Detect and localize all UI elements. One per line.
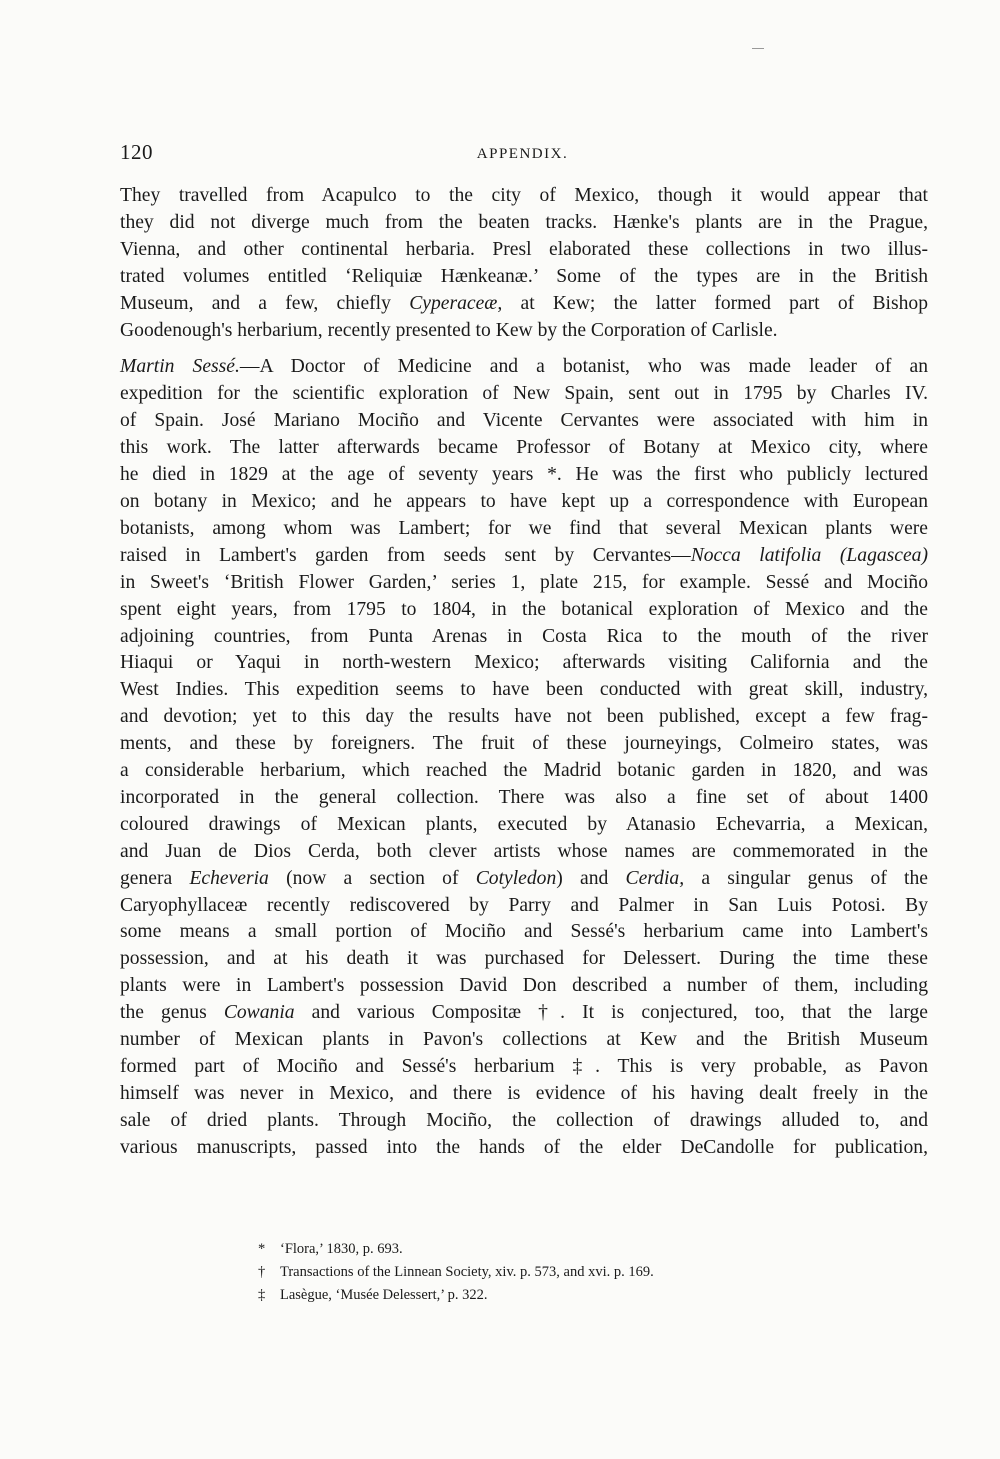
text-line: a considerable herbarium, which reached the Madrid botanic garden in 1820, and was — [120, 760, 928, 782]
footnote-mark: † — [258, 1264, 266, 1280]
text-line: on botany in Mexico; and he appears to have kept up a correspondence with European — [120, 490, 928, 512]
text-line: Museum, and a few, chiefly Cyperaceæ, at Kew; the latter formed part of Bishop — [120, 292, 928, 314]
text-line: Vienna, and other continental herbaria. Presl elaborated these collections in two illus- — [120, 238, 928, 260]
footnote-2 — [258, 1261, 818, 1284]
text-line: genera Echeveria (now a section of Cotyledon) and Cerdia, a singular genus of the — [120, 867, 928, 889]
text-line: Caryophyllaceæ recently rediscovered by Parry and Palmer in San Luis Potosi. By — [120, 894, 928, 916]
running-head: APPENDIX. — [476, 146, 569, 162]
text-line: some means a small portion of Mociño and Sessé's herbarium came into Lambert's — [120, 921, 928, 943]
footnote-mark: ‡ — [258, 1287, 266, 1303]
text-line: raised in Lambert's garden from seeds sent by Cervantes—Nocca latifolia (Lagascea) — [120, 544, 928, 566]
text-line: the genus Cowania and various Compositæ †. It is conjectured, too, that the large — [120, 1002, 928, 1024]
text-line: formed part of Mociño and Sessé's herbarium ‡. This is very probable, as Pavon — [120, 1056, 928, 1077]
text-line: of Spain. José Mariano Mociño and Vicente Cervantes were associated with him in — [120, 410, 928, 432]
text-line: West Indies. This expedition seems to have been conducted with great skill, industry, — [120, 679, 928, 701]
text-line: various manuscripts, passed into the hands of the elder DeCandolle for publication, — [120, 1136, 928, 1158]
footnote-mark: * — [258, 1241, 266, 1257]
footnote-text: Lasègue, ‘Musée Delessert,’ p. 322. — [280, 1287, 488, 1303]
footnotes — [258, 1238, 818, 1307]
paragraph-sesse — [120, 354, 928, 1161]
text-line: Hiaqui or Yaqui in north-western Mexico; afterwards visiting California and the — [120, 652, 928, 674]
text-line: expedition for the scientific exploration of New Spain, sent out in 1795 by Charles IV. — [120, 383, 928, 405]
text-line: himself was never in Mexico, and there is evidence of his having dealt freely in the — [120, 1082, 928, 1104]
text-line: this work. The latter afterwards became Professor of Botany at Mexico city, where — [120, 437, 928, 459]
stray-mark — [752, 48, 764, 49]
text-line: trated volumes entitled ‘Reliquiæ Hænkeanæ.’ Some of the types are in the British — [120, 265, 928, 287]
text-line: and Juan de Dios Cerda, both clever artists whose names are commemorated in the — [120, 840, 928, 862]
text-line: incorporated in the general collection. There was also a fine set of about 1400 — [120, 786, 928, 808]
text-line: spent eight years, from 1795 to 1804, in the botanical exploration of Mexico and the — [120, 598, 928, 620]
footnote-3 — [258, 1284, 818, 1307]
text-line: Martin Sessé.—A Doctor of Medicine and a botanist, who was made leader of an — [120, 356, 928, 378]
text-line: sale of dried plants. Through Mociño, the collection of drawings alluded to, and — [120, 1109, 928, 1131]
text-line: Goodenough's herbarium, recently presented to Kew by the Corporation of Carlisle. — [120, 319, 778, 341]
text-line: number of Mexican plants in Pavon's collections at Kew and the British Museum — [120, 1029, 928, 1051]
text-line: adjoining countries, from Punta Arenas in Costa Rica to the mouth of the river — [120, 625, 928, 647]
text-line: possession, and at his death it was purchased for Delessert. During the time these — [120, 948, 928, 970]
footnote-1 — [258, 1238, 818, 1261]
body-text — [120, 183, 928, 1162]
page-number: 120 — [120, 140, 153, 164]
paragraph-hanke — [120, 183, 928, 344]
text-line: plants were in Lambert's possession David Don described a number of them, including — [120, 975, 928, 997]
text-line: coloured drawings of Mexican plants, executed by Atanasio Echevarria, a Mexican, — [120, 813, 928, 835]
footnote-text: ‘Flora,’ 1830, p. 693. — [280, 1241, 403, 1257]
page-header — [120, 140, 925, 174]
text-line: he died in 1829 at the age of seventy years *. He was the first who publicly lectured — [120, 464, 928, 486]
text-line: in Sweet's ‘British Flower Garden,’ series 1, plate 215, for example. Sessé and Mociño — [120, 571, 928, 593]
text-line: ments, and these by foreigners. The fruit of these journeyings, Colmeiro states, was — [120, 733, 928, 755]
text-line: They travelled from Acapulco to the city of Mexico, though it would appear that — [120, 185, 928, 206]
footnote-text: Transactions of the Linnean Society, xiv. p. 573, and xvi. p. 169. — [280, 1264, 654, 1280]
text-line: botanists, among whom was Lambert; for we find that several Mexican plants were — [120, 517, 928, 539]
text-line: they did not diverge much from the beaten tracks. Hænke's plants are in the Prague, — [120, 211, 928, 233]
text-line: and devotion; yet to this day the results have not been published, except a few frag- — [120, 706, 928, 728]
